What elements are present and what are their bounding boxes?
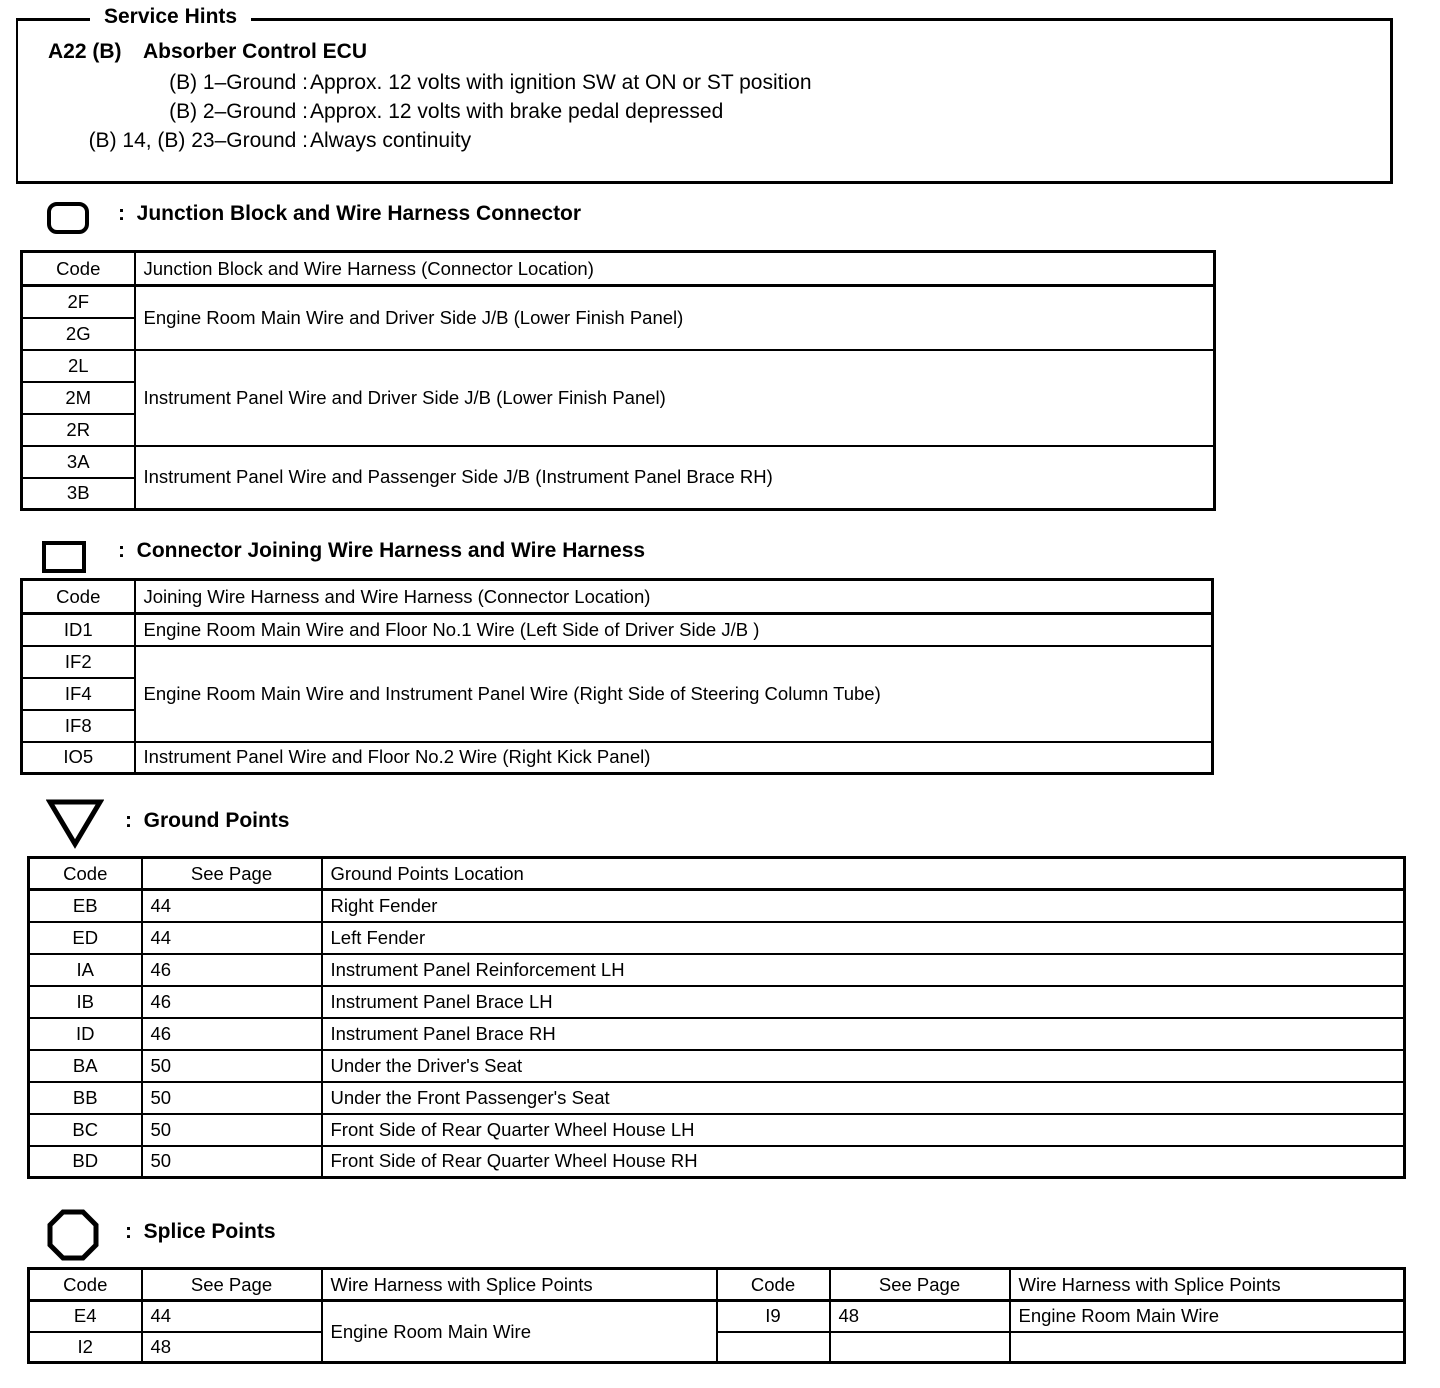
connector-section-title: : Connector Joining Wire Harness and Wire Harness xyxy=(118,539,646,562)
hint-value: Always continuity xyxy=(310,129,472,152)
table-row xyxy=(29,1082,1405,1114)
hint-terminal: (B) 1–Ground : xyxy=(169,71,308,94)
see-page-header: See Page xyxy=(830,1269,1010,1301)
see-page-cell: 44 xyxy=(142,890,322,922)
location-cell: Under the Front Passenger's Seat xyxy=(322,1082,1405,1114)
see-page-cell: 50 xyxy=(142,1146,322,1178)
connector-table xyxy=(20,578,1214,775)
location-cell: Instrument Panel Wire and Floor No.2 Wire (Right Kick Panel) xyxy=(135,742,1213,774)
location-header: Ground Points Location xyxy=(322,858,1405,890)
see-page-cell: 50 xyxy=(142,1114,322,1146)
ground-points-table xyxy=(27,856,1406,1179)
location-cell: Left Fender xyxy=(322,922,1405,954)
code-cell: 3B xyxy=(22,478,135,510)
table-row xyxy=(22,614,1213,646)
see-page-cell xyxy=(830,1332,1010,1363)
code-cell: IO5 xyxy=(22,742,135,774)
code-cell xyxy=(717,1332,830,1363)
table-row xyxy=(22,646,1213,678)
location-cell: Instrument Panel Brace RH xyxy=(322,1018,1405,1050)
see-page-header: See Page xyxy=(142,858,322,890)
see-page-cell: 44 xyxy=(142,922,322,954)
code-cell: 2L xyxy=(22,350,135,382)
harness-cell xyxy=(1010,1332,1405,1363)
table-row xyxy=(29,922,1405,954)
code-cell: IA xyxy=(29,954,142,986)
code-cell: ID1 xyxy=(22,614,135,646)
junction-table xyxy=(20,250,1216,511)
table-row xyxy=(29,1018,1405,1050)
see-page-cell: 46 xyxy=(142,1018,322,1050)
code-cell: BB xyxy=(29,1082,142,1114)
table-row xyxy=(29,1332,1405,1363)
connector-icon xyxy=(42,541,86,573)
table-header-row xyxy=(29,858,1405,890)
hints-heading-name: Absorber Control ECU xyxy=(143,40,368,63)
see-page-cell: 48 xyxy=(830,1301,1010,1332)
code-cell: IF2 xyxy=(22,646,135,678)
see-page-cell: 50 xyxy=(142,1082,322,1114)
location-cell: Under the Driver's Seat xyxy=(322,1050,1405,1082)
location-cell: Instrument Panel Brace LH xyxy=(322,986,1405,1018)
harness-header: Wire Harness with Splice Points xyxy=(322,1269,717,1301)
code-cell: I9 xyxy=(717,1301,830,1332)
code-cell: BD xyxy=(29,1146,142,1178)
see-page-header: See Page xyxy=(142,1269,322,1301)
location-header: Junction Block and Wire Harness (Connector Location) xyxy=(135,252,1215,286)
hint-value: Approx. 12 volts with ignition SW at ON or ST position xyxy=(310,71,812,94)
location-cell: Engine Room Main Wire and Instrument Panel Wire (Right Side of Steering Column Tube) xyxy=(135,646,1213,742)
service-hints-title: Service Hints xyxy=(90,5,251,29)
code-cell: 3A xyxy=(22,446,135,478)
junction-block-icon xyxy=(47,202,89,234)
table-row xyxy=(22,742,1213,774)
hint-terminal: (B) 2–Ground : xyxy=(169,100,308,123)
table-header-row xyxy=(22,580,1213,614)
location-cell: Right Fender xyxy=(322,890,1405,922)
see-page-cell: 44 xyxy=(142,1301,322,1332)
location-cell: Instrument Panel Reinforcement LH xyxy=(322,954,1405,986)
splice-points-table xyxy=(27,1267,1406,1364)
harness-cell: Engine Room Main Wire xyxy=(1010,1301,1405,1332)
splice-point-icon xyxy=(46,1208,100,1262)
see-page-cell: 46 xyxy=(142,986,322,1018)
code-cell: BC xyxy=(29,1114,142,1146)
code-cell: IF8 xyxy=(22,710,135,742)
hints-heading-code: A22 (B) xyxy=(48,40,122,63)
ground-section-title: : Ground Points xyxy=(125,809,290,832)
table-header-row xyxy=(22,252,1215,286)
code-cell: E4 xyxy=(29,1301,142,1332)
code-cell: I2 xyxy=(29,1332,142,1363)
code-header: Code xyxy=(22,580,135,614)
table-row xyxy=(29,1050,1405,1082)
location-cell: Instrument Panel Wire and Passenger Side J/B (Instrument Panel Brace RH) xyxy=(135,446,1215,510)
see-page-cell: 48 xyxy=(142,1332,322,1363)
splice-section-title: : Splice Points xyxy=(125,1220,276,1243)
code-header: Code xyxy=(29,858,142,890)
code-cell: IB xyxy=(29,986,142,1018)
code-header: Code xyxy=(22,252,135,286)
see-page-cell: 46 xyxy=(142,954,322,986)
code-cell: 2M xyxy=(22,382,135,414)
code-cell: IF4 xyxy=(22,678,135,710)
table-row xyxy=(22,350,1215,382)
code-cell: BA xyxy=(29,1050,142,1082)
table-row xyxy=(29,1114,1405,1146)
table-row xyxy=(29,954,1405,986)
table-row xyxy=(29,890,1405,922)
junction-section-title: : Junction Block and Wire Harness Connector xyxy=(118,202,582,225)
table-header-row xyxy=(29,1269,1405,1301)
see-page-cell: 50 xyxy=(142,1050,322,1082)
location-cell: Front Side of Rear Quarter Wheel House RH xyxy=(322,1146,1405,1178)
location-cell: Engine Room Main Wire and Driver Side J/B (Lower Finish Panel) xyxy=(135,286,1215,350)
code-header: Code xyxy=(717,1269,830,1301)
table-row xyxy=(29,1146,1405,1178)
code-cell: ID xyxy=(29,1018,142,1050)
harness-header: Wire Harness with Splice Points xyxy=(1010,1269,1405,1301)
code-header: Code xyxy=(29,1269,142,1301)
table-row xyxy=(29,1301,1405,1332)
location-cell: Front Side of Rear Quarter Wheel House LH xyxy=(322,1114,1405,1146)
ground-point-icon xyxy=(46,798,104,850)
code-cell: 2F xyxy=(22,286,135,318)
code-cell: 2R xyxy=(22,414,135,446)
location-cell: Instrument Panel Wire and Driver Side J/B (Lower Finish Panel) xyxy=(135,350,1215,446)
location-header: Joining Wire Harness and Wire Harness (Connector Location) xyxy=(135,580,1213,614)
code-cell: ED xyxy=(29,922,142,954)
table-row xyxy=(22,286,1215,318)
table-row xyxy=(22,446,1215,478)
harness-cell: Engine Room Main Wire xyxy=(322,1301,717,1363)
hint-value: Approx. 12 volts with brake pedal depressed xyxy=(310,100,724,123)
code-cell: 2G xyxy=(22,318,135,350)
table-row xyxy=(29,986,1405,1018)
hint-terminal: (B) 14, (B) 23–Ground : xyxy=(88,129,308,152)
code-cell: EB xyxy=(29,890,142,922)
location-cell: Engine Room Main Wire and Floor No.1 Wire (Left Side of Driver Side J/B ) xyxy=(135,614,1213,646)
